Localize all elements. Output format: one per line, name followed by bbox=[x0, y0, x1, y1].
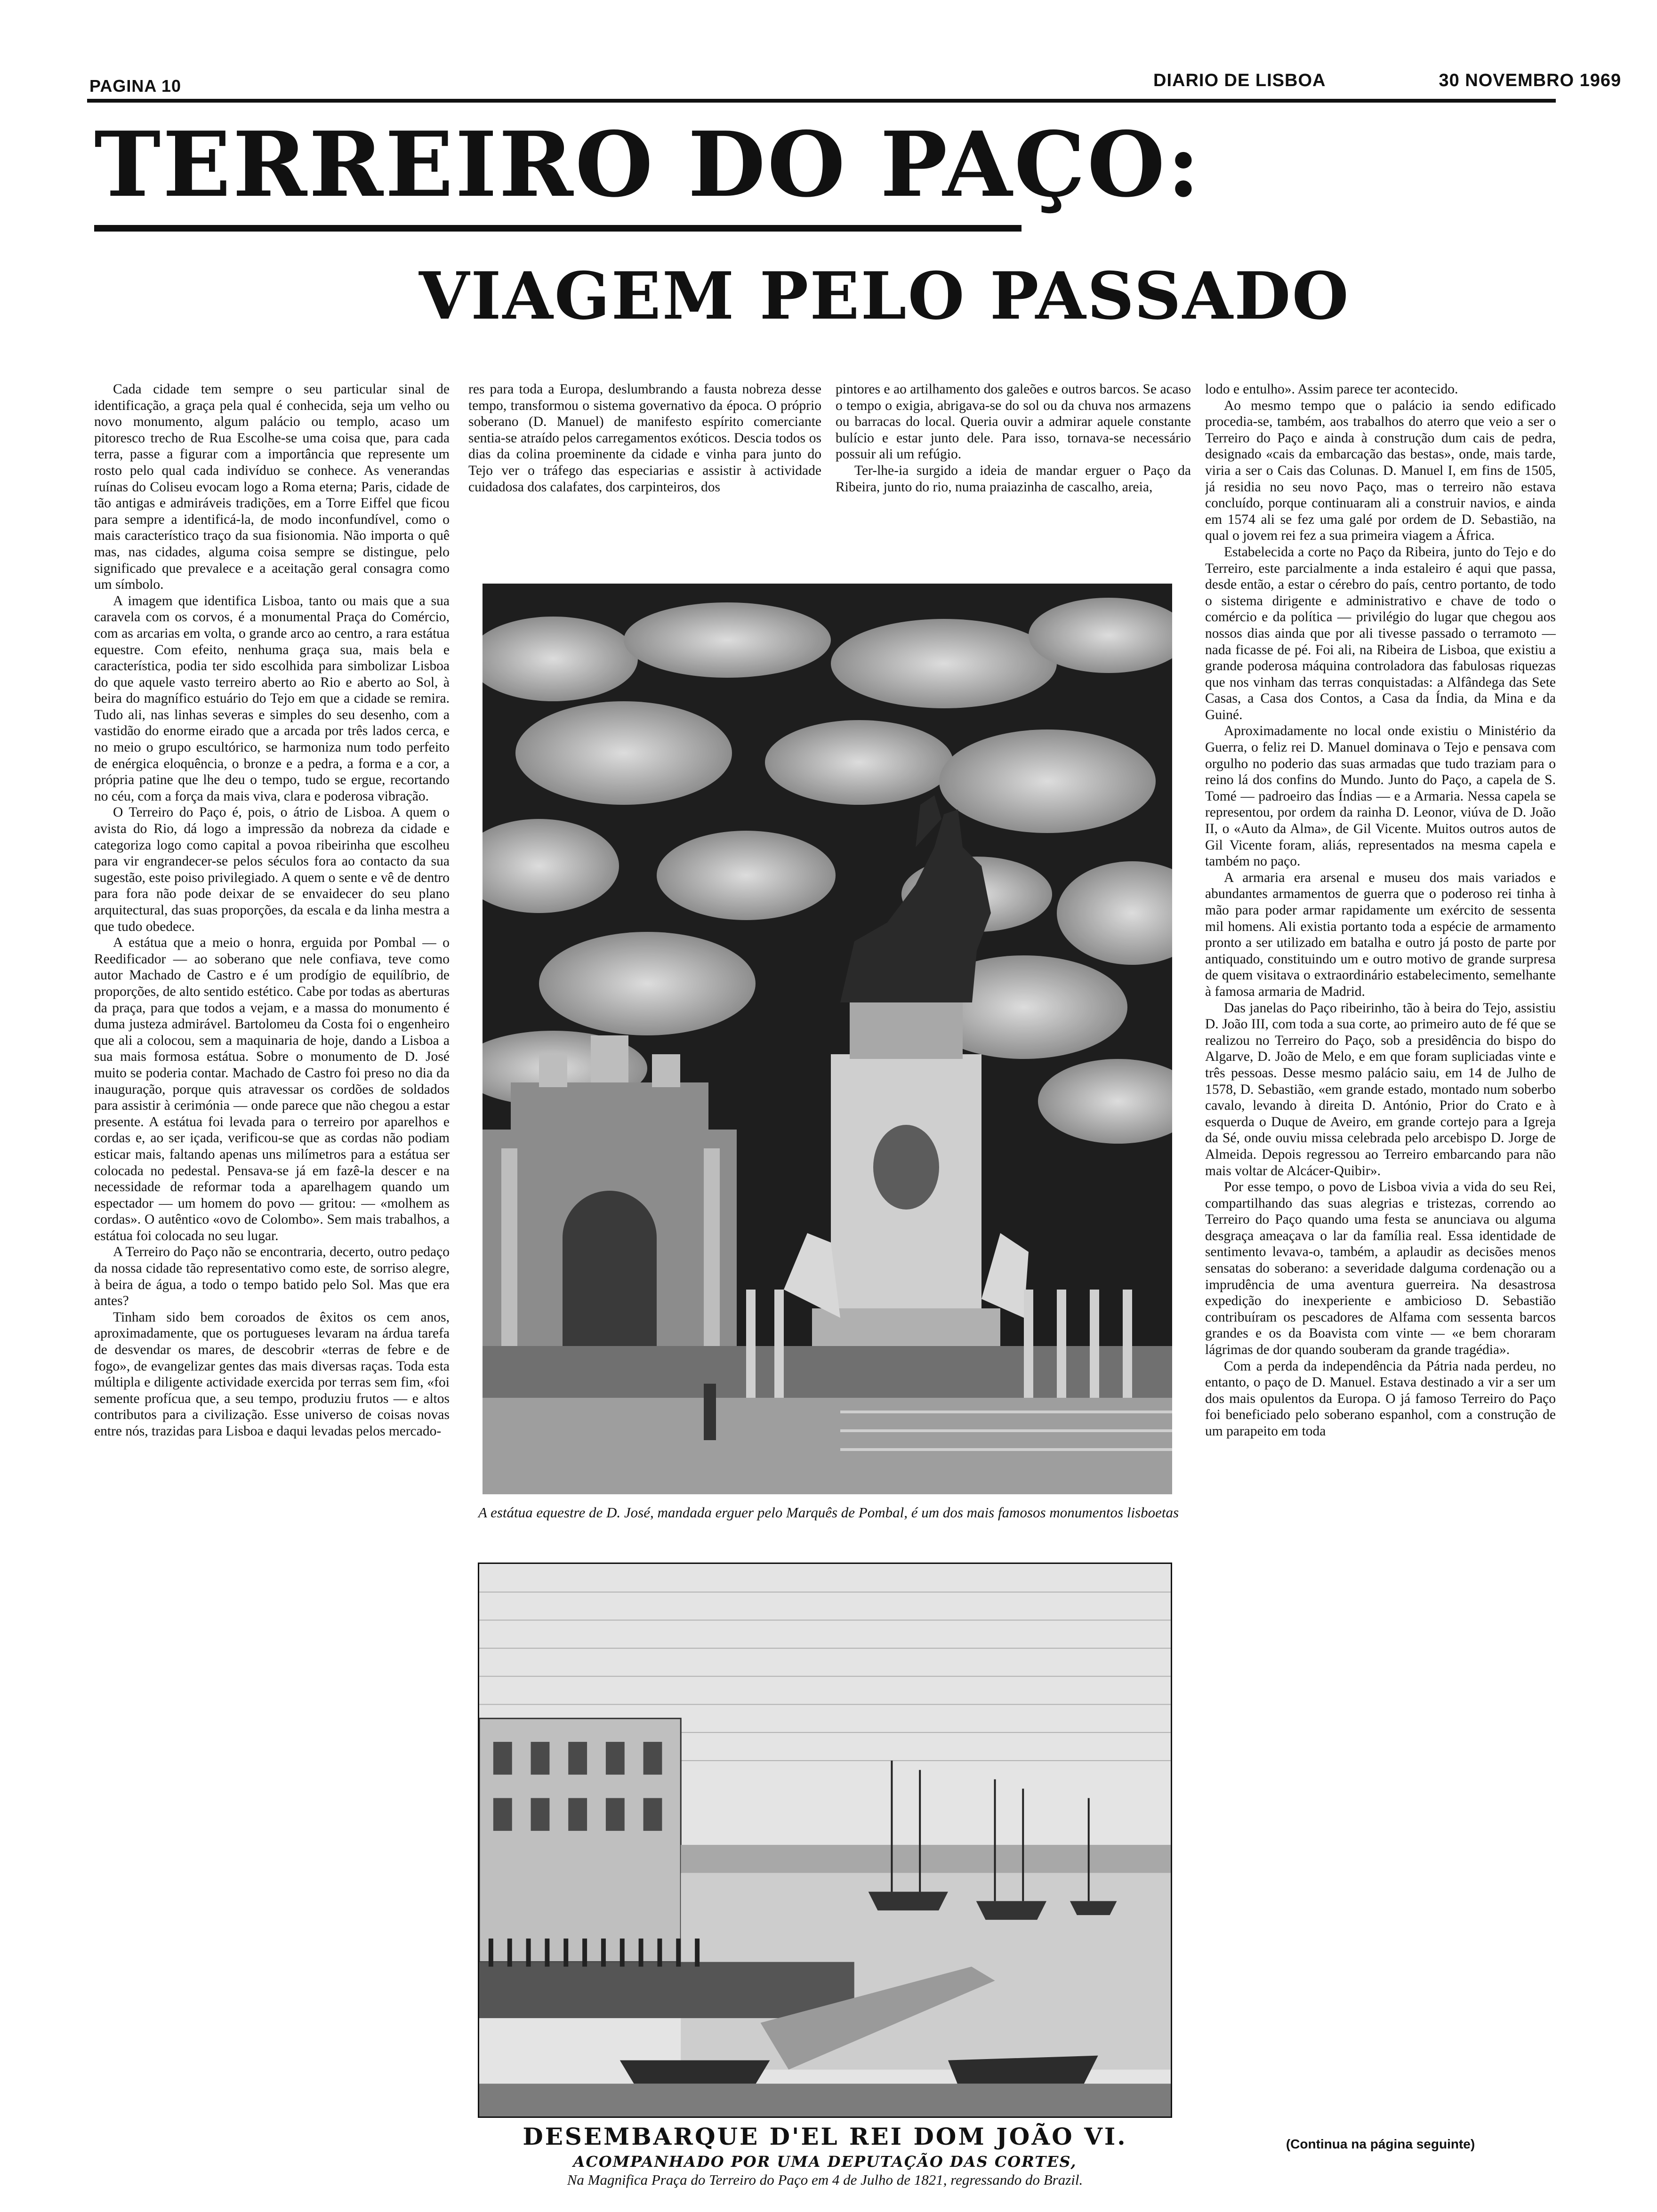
paragraph: lodo e entulho». Assim parece ter acontecido. bbox=[1205, 382, 1458, 397]
article-subtitle: VIAGEM PELO PASSADO bbox=[419, 257, 1350, 334]
equestrian-statue-photo bbox=[483, 584, 1172, 1494]
paragraph: pintores e ao artilhamento dos galeões e outros barcos. Se acaso o tempo o exigia, abrigava-se do sol ou da chuva nos armazens ou barracas do local. Queria ouvir a admirar aquele constante bulício e estar junto dele. Para isso, tornava-se necessário possuir ali um refúgio. bbox=[836, 382, 1191, 462]
continued-note: (Continua na página seguinte) bbox=[1286, 2137, 1475, 2151]
paragraph: Cada cidade tem sempre o seu particular sinal de identificação, a graça pela qual é conhecida, seja um velho ou novo monumento, algum palácio ou templo, acaso um pitoresco trecho de Rua Escolhe-se uma coisa que, para cada terra, passe a figurar com a importância que represente um rosto pelo qual cada indivíduo se conhece. As venerandas ruínas do Coliseu evocam logo a Roma eterna; Paris, cidade de tão antigas e admiráveis tradições, em a Torre Eiffel que ficou para sempre a identificá-la, de modo inconfundível, como o mais característico traço da sua fisionomia. Não importa o quê mas, nas cidades, alguma coisa sempre se distingue, pelo significado que prevalece e a aceitação geral consagra como um símbolo. bbox=[94, 382, 450, 593]
title-rule bbox=[94, 225, 1022, 232]
paragraph: A armaria era arsenal e museu dos mais variados e abundantes armamentos de guerra que o poderoso rei tinha à mão para poder armar rapidamente um exército de sessenta mil homens. Ali existia portanto toda a espécie de armamento pronto a ser utilizado em batalha e outro já posto de parte por antiquado, constituindo um e outro motivo de grande surpresa de quem visitava o extraordinário estabelecimento, semelhante à famosa armaria de Madrid. bbox=[1205, 870, 1556, 999]
issue-date: 30 NOVEMBRO 1969 bbox=[1439, 71, 1622, 90]
paragraph: A imagem que identifica Lisboa, tanto ou mais que a sua caravela com os corvos, é a monumental Praça do Comércio, com as arcarias em volta, o grande arco ao centro, a rara estátua equestre. Com efeito, nenhuma graça sua, mais bela e característica, podia ter sido escolhida para simbolizar Lisboa do que aquele vasto terreiro aberto ao Rio e aberto ao Sol, à beira do magnífico estuário do Tejo em que a cidade se remira. Tudo ali, nas linhas severas e simples do seu desenho, com a vastidão do enorme eirado que a arcada por três lados cerca, e no meio o grupo escultórico, se harmoniza num todo perfeito de enérgica eloquência, o bronze e a pedra, a forma e a cor, a própria patine que lhe deu o tempo, tudo se ergue, recortando no céu, com a força da mais viva, clara e poderosa vibração. bbox=[94, 593, 450, 804]
paragraph: Por esse tempo, o povo de Lisboa vivia a vida do seu Rei, compartilhando das suas alegrias e tristezas, correndo ao Terreiro do Paço quando uma festa se anunciava ou alguma desgraça ameaçava o lar da família real. Essa identidade de sentimento levava-o, também, a aplaudir as decisões menos sensatas do soberano: a severidade dalguma cordenação ou a imprudência de uma aventura guerreira. Na desastrosa expedição do inexperiente e ambicioso D. Sebastião contribuíram os pescadores de Alfama com sessenta barcos grandes e os da Boavista com vinte — «e bem choraram lágrimas de dor quando souberam da grande tragédia». bbox=[1205, 1179, 1556, 1358]
newspaper-name: DIARIO DE LISBOA bbox=[1153, 71, 1326, 90]
text-column-1 bbox=[94, 381, 450, 2198]
disembarkation-engraving bbox=[478, 1563, 1172, 2118]
engraving-title: DESEMBARQUE D'EL REI DOM JOÃO VI. bbox=[523, 2123, 1127, 2150]
page-number: PAGINA 10 bbox=[89, 76, 182, 96]
photo-caption: A estátua equestre de D. José, mandada erguer pelo Marquês de Pombal, é um dos mais famosos monumentos lisboetas bbox=[478, 1504, 1179, 1521]
engraving-illustration bbox=[479, 1564, 1171, 2116]
paragraph: Tinham sido bem coroados de êxitos os cem anos, aproximadamente, que os portugueses levaram na árdua tarefa de desvendar os mares, de descobrir «terras de febre e de fogo», de evangelizar gentes das mais diversas raças. Toda esta múltipla e diligente actividade exercida por terras sem fim, «foi semente profícua que, a seu tempo, produziu frutos — e altos contributos para a civilização. Esse universo de coisas novas entre nós, trazidas para Lisboa e daqui levadas pelos mercado- bbox=[94, 1309, 450, 1439]
text-column-4 bbox=[1205, 381, 1556, 2132]
paragraph: A estátua que a meio o honra, erguida por Pombal — o Reedificador — ao soberano que nele confiava, teve como autor Machado de Castro e é um prodígio de equilíbrio, de proporções, de alto sentido estético. Cabe por todas as aberturas da praça, para que todos a vejam, e a massa do monumento é duma justeza admirável. Bartolomeu da Costa foi o engenheiro que ali a colocou, sem a maquinaria de hoje, dando a Lisboa a sua mais formosa estátua. Sobre o monumento de D. José muito se poderia contar. Machado de Castro foi preso no dia da inauguração, porque quis atravessar os cordões de soldados para assistir à cerimónia — onde parece que não chegou a estar presente. A estátua foi levada para o terreiro por aparelhos e cordas e, ao ser içada, verificou-se que as cordas não podiam esticar mais, faltando apenas uns milímetros para a estátua ser colocada no pedestal. Pensava-se já em fazê-la descer e na necessidade de reformar toda a aparelhagem quando um espectador — um homem do povo — gritou: — «molhem as cordas». O autêntico «ovo de Colombo». Sem mais trabalhos, a estátua foi colocada no seu lugar. bbox=[94, 935, 450, 1243]
paragraph: Estabelecida a corte no Paço da Ribeira, junto do Tejo e do Terreiro, este parcialmente a inda estaleiro é aqui que passa, desde então, a estar o cérebro do país, centro portanto, de todo o sistema dirigente e administrativo e chave de todo o comércio e da política — privilégio do lugar que chegou aos nossos dias ainda que por ali tivesse passado o terramoto — nada ficasse de pé. Foi ali, na Ribeira de Lisboa, que existiu a grande poderosa máquina controladora das fabulosas riquezas que nos vinham das terras conquistadas: a Alfândega das Sete Casas, a Casa dos Contos, a Casa da Índia, da Mina e da Guiné. bbox=[1205, 544, 1556, 722]
paragraph: Ter-lhe-ia surgido a ideia de mandar erguer o Paço da Ribeira, junto do rio, numa praiazinha de cascalho, areia, bbox=[836, 463, 1191, 495]
newspaper-date bbox=[1153, 71, 1621, 91]
text-column-2 bbox=[468, 381, 821, 574]
paragraph: Das janelas do Paço ribeirinho, tão à beira do Tejo, assistiu D. João III, com toda a sua corte, ao primeiro auto de fé que se realizou no Terreiro do Paço, sob a presidência do bispo do Algarve, D. João de Melo, e em que foram supliciadas vinte e três pessoas. Desse mesmo palácio saiu, em 14 de Julho de 1578, D. Sebastião, «em grande estado, montado num soberbo cavalo, levando à direita D. António, Prior do Crato e à esquerda o Duque de Aveiro, em grande cortejo para a Igreja da Sé, onde ouviu missa celebrada pelo arcebispo D. Jorge de Almeida. Depois regressou ao Terreiro embarcando para não mais voltar de Alcácer-Quibir». bbox=[1205, 1000, 1556, 1178]
text-column-3 bbox=[836, 381, 1191, 574]
engraving-subtitle-2: Na Magnifica Praça do Terreiro do Paço em 4 de Julho de 1821, regressando do Brazil. bbox=[567, 2172, 1083, 2188]
paragraph: Com a perda da independência da Pátria nada perdeu, no entanto, o paço de D. Manuel. Estava destinado a vir a ser um dos mais opulentos da Europa. O já famoso Terreiro do Paço foi beneficiado pelo soberano espanhol, com a construção de um parapeito em toda bbox=[1205, 1358, 1556, 1439]
paragraph: A Terreiro do Paço não se encontraria, decerto, outro pedaço da nossa cidade tão representativo como este, de sorriso alegre, à beira de água, a todo o tempo batido pelo Sol. Mas que era antes? bbox=[94, 1244, 450, 1309]
engraving-subtitle: ACOMPANHADO POR UMA DEPUTAÇÃO DAS CORTES, bbox=[573, 2153, 1077, 2171]
header-rule bbox=[87, 99, 1556, 103]
paragraph: O Terreiro do Paço é, pois, o átrio de Lisboa. A quem o avista do Rio, dá logo a impressão da nobreza da cidade e categoriza logo como capital a povoa ribeirinha que escolheu para vir engrandecer-se pelos séculos fora ao contacto da sua sugestão, este poiso privilegiado. A quem o sente e vê de dentro para fora não pode deixar de se envaidecer do seu plano arquitectural, das suas proporções, da escala e da linha mestra a que tudo obedece. bbox=[94, 805, 450, 934]
paragraph: Aproximadamente no local onde existiu o Ministério da Guerra, o feliz rei D. Manuel dominava o Tejo e pensava com orgulho no poderio das suas armadas que tudo traziam para o reino lá dos confins do Mundo. Junto do Paço, a capela de S. Tomé — padroeiro das Índias — e a Armaria. Nessa capela se representou, por ordem da rainha D. Leonor, viúva de D. João II, o «Auto da Alma», de Gil Vicente. Muitos outros autos de Gil Vicente foram, aliás, representados na mesma capela e também no paço. bbox=[1205, 723, 1556, 869]
photo-illustration bbox=[483, 584, 1172, 1494]
paragraph: res para toda a Europa, deslumbrando a fausta nobreza desse tempo, transformou o sistema governativo da época. O próprio soberano (D. Manuel) de manifesto espírito comerciante sentia-se atraído pelos carregamentos exóticos. Descia todos os dias da colina proeminente da cidade e vinha para junto do Tejo ver o tráfego das especiarias e assistir à actividade cuidadosa dos calafates, dos carpinteiros, dos bbox=[468, 382, 821, 495]
paragraph: Ao mesmo tempo que o palácio ia sendo edificado procedia-se, também, aos trabalhos do aterro que veio a ser o Terreiro do Paço e ainda à construção dum cais de pedra, designado «cais da embarcação das bestas», onde, mais tarde, viria a ser o Cais das Colunas. D. Manuel I, em fins de 1505, já residia no seu novo Paço, mas o terreiro não estava concluído, porque continuaram ali a construir navios, e ainda em 1574 ali se fez uma galé por ordem de D. Sebastião, na qual o jovem rei fez a sua primeira viagem a África. bbox=[1205, 398, 1556, 544]
article-title: TERREIRO DO PAÇO: bbox=[94, 112, 1202, 217]
